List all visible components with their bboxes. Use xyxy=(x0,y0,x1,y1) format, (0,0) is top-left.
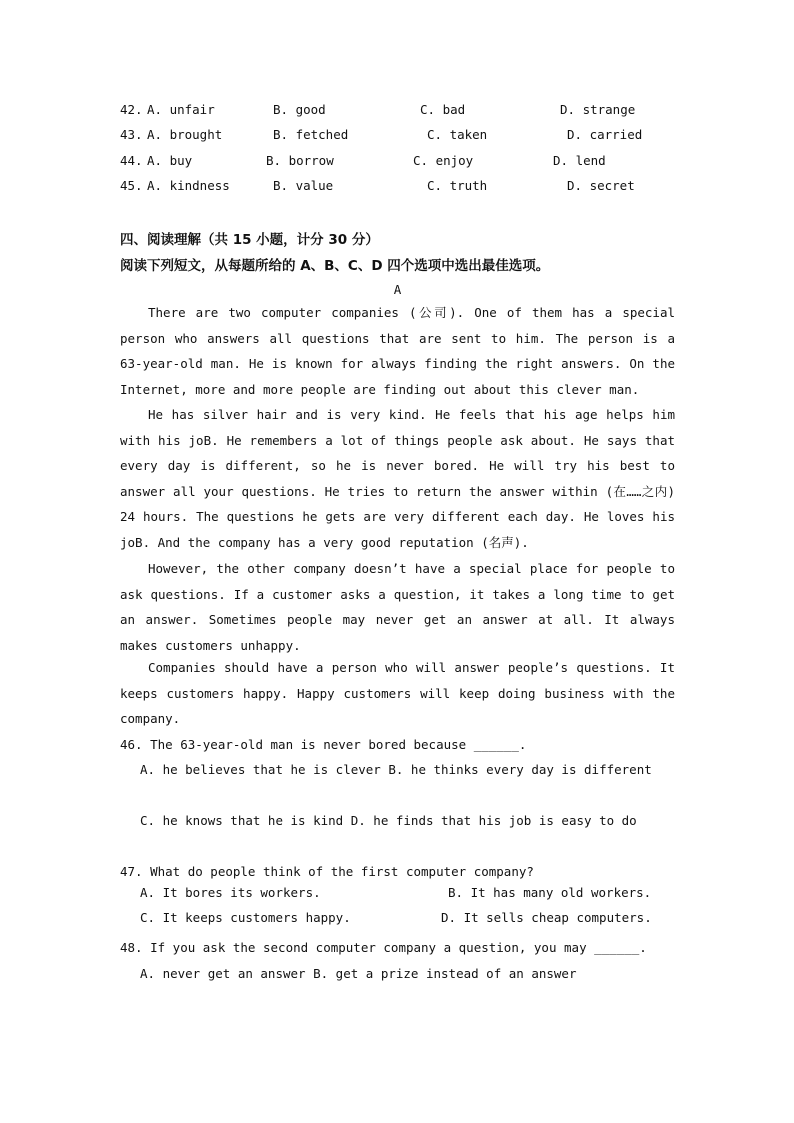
question-46-options-cd: C. he knows that he is kind D. he finds that his job is easy to do xyxy=(140,813,637,828)
section-title: 四、阅读理解（共 15 小题，计分 30 分） xyxy=(120,232,379,248)
passage-paragraph-1 xyxy=(120,300,675,402)
question-number: 43. xyxy=(120,127,143,142)
option-d: D. carried xyxy=(567,127,643,142)
question-number: 44. xyxy=(120,153,143,168)
question-46-options-ab: A. he believes that he is clever B. he thinks every day is different xyxy=(140,762,652,777)
question-48-options-ab: A. never get an answer B. get a prize instead of an answer xyxy=(140,966,577,981)
option-a: A. kindness xyxy=(147,178,230,193)
choice-row-42 xyxy=(120,102,675,124)
option-b: B. fetched xyxy=(273,127,349,142)
option-c: C. bad xyxy=(420,102,466,117)
question-47-option-c: C. It keeps customers happy. xyxy=(140,910,351,925)
option-c: C. truth xyxy=(427,178,488,193)
option-a: A. buy xyxy=(147,153,193,168)
passage-label: A xyxy=(393,282,402,297)
passage-paragraph-2 xyxy=(120,402,675,555)
choice-row-45 xyxy=(120,178,675,200)
paragraph-text: He has silver hair and is very kind. He feels that his age helps him with his joB. He remembers a lot of things people ask about. He says that every day is different, so he is never bored. He will try his best to answer all your questions. He tries to return the answer within (在……之内) 24 hours. The questions he gets are very different each day. He loves his joB. And the company has a very good reputation (名声). xyxy=(120,407,675,550)
question-47-option-b: B. It has many old workers. xyxy=(448,885,652,900)
option-c: C. enjoy xyxy=(413,153,474,168)
question-number: 42. xyxy=(120,102,143,117)
choice-row-43 xyxy=(120,127,675,149)
question-47-stem: 47. What do people think of the first computer company? xyxy=(120,864,534,879)
question-number: 45. xyxy=(120,178,143,193)
section-instruction: 阅读下列短文，从每题所给的 A、B、C、D 四个选项中选出最佳选项。 xyxy=(120,258,550,274)
option-d: D. secret xyxy=(567,178,635,193)
question-46-stem: 46. The 63-year-old man is never bored because ______. xyxy=(120,737,527,752)
paragraph-text: However, the other company doesn’t have a special place for people to ask questions. If a customer asks a question, it takes a long time to get an answer. Sometimes people may never get an answer at all. It always makes customers unhappy. xyxy=(120,561,675,653)
choice-row-44 xyxy=(120,153,675,175)
option-b: B. value xyxy=(273,178,334,193)
option-c: C. taken xyxy=(427,127,488,142)
option-d: D. lend xyxy=(553,153,606,168)
option-d: D. strange xyxy=(560,102,636,117)
question-47-option-d: D. It sells cheap computers. xyxy=(441,910,652,925)
passage-paragraph-4 xyxy=(120,655,675,732)
option-b: B. good xyxy=(273,102,326,117)
option-a: A. unfair xyxy=(147,102,215,117)
paragraph-text: Companies should have a person who will answer people’s questions. It keeps customers happy. Happy customers will keep doing business with the company. xyxy=(120,660,675,726)
question-47-option-a: A. It bores its workers. xyxy=(140,885,321,900)
option-b: B. borrow xyxy=(266,153,334,168)
paragraph-text: There are two computer companies (公司). One of them has a special person who answers all questions that are sent to him. The person is a 63-year-old man. He is known for always finding the right answers. On the Internet, more and more people are finding out about this clever man. xyxy=(120,305,675,397)
question-48-stem: 48. If you ask the second computer company a question, you may ______. xyxy=(120,940,647,955)
option-a: A. brought xyxy=(147,127,223,142)
passage-paragraph-3 xyxy=(120,556,675,658)
